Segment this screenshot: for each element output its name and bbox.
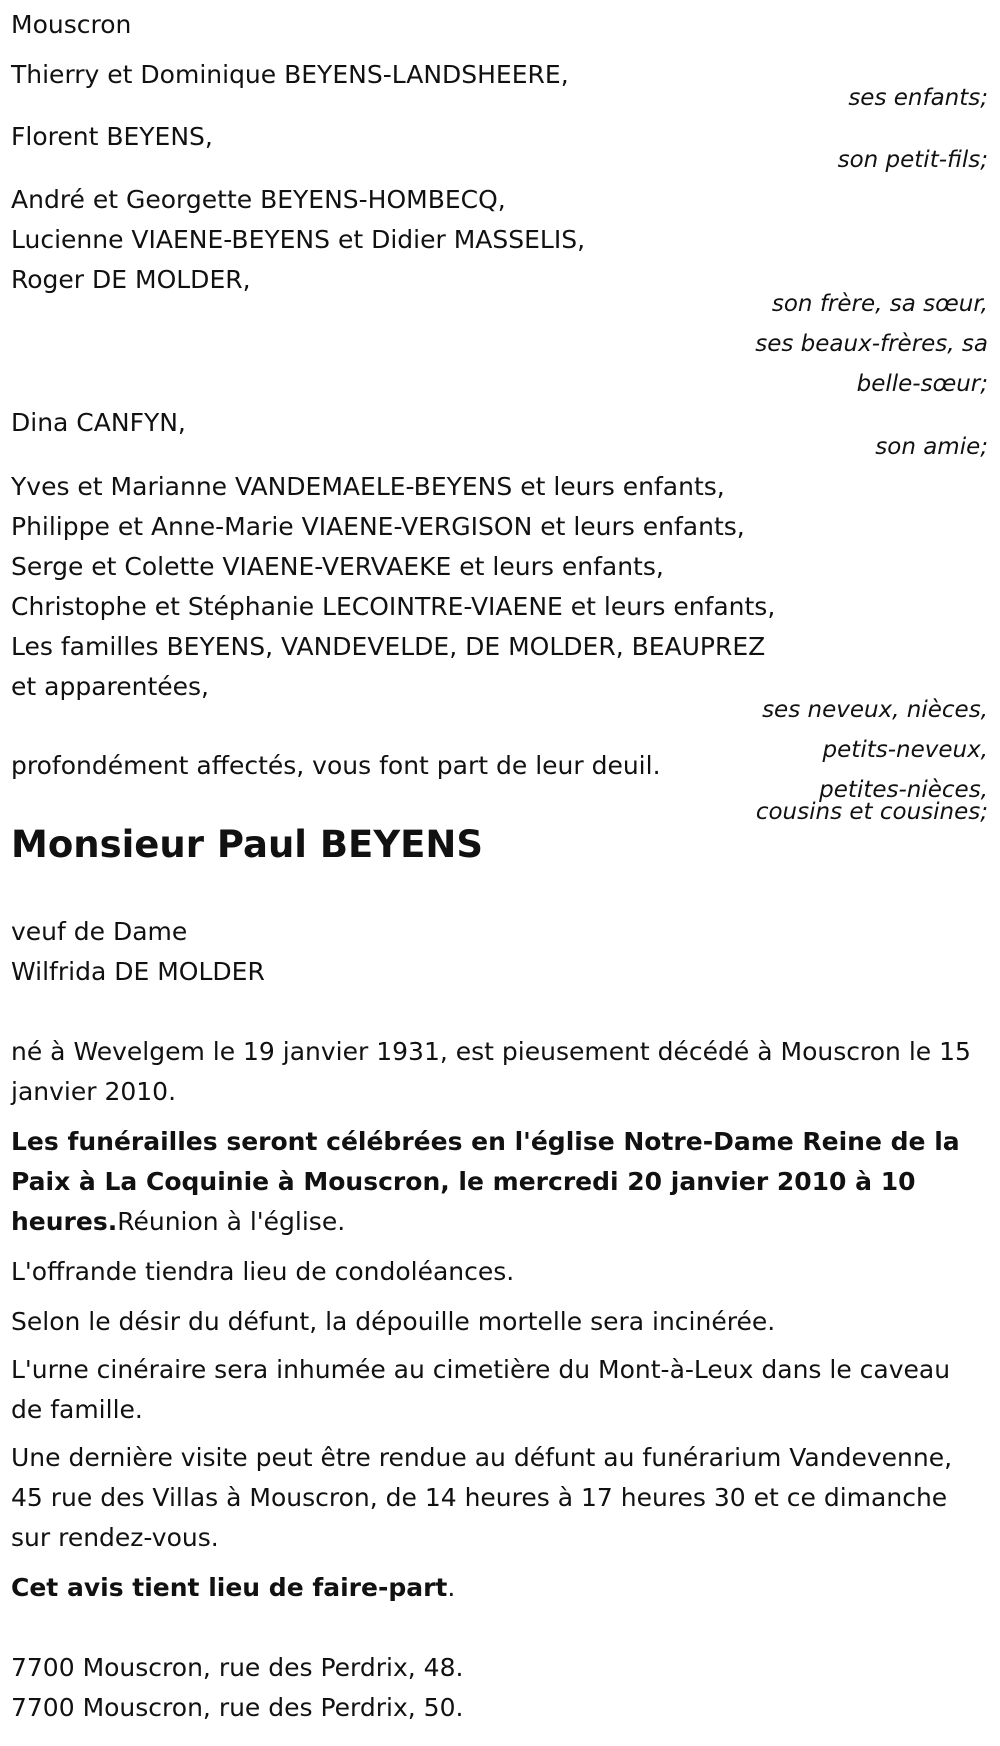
visit-paragraph: Une dernière visite peut être rendue au défunt au funérarium Vandevenne, 45 rue des Villas à Mouscron, de 14 heures à 17 heures 30 et ce dimanche sur rendez-vous. xyxy=(11,1443,953,1552)
nephews-role-line: petites-nièces, xyxy=(819,777,988,803)
deceased-name: Monsieur Paul BEYENS xyxy=(11,823,484,866)
widower-line-2: Wilfrida DE MOLDER xyxy=(11,957,265,986)
siblings-role-line: son frère, sa sœur, xyxy=(771,291,988,317)
widower-line-1: veuf de Dame xyxy=(11,917,188,946)
grandson-name: Florent BEYENS, xyxy=(11,122,213,151)
nephew-line: Philippe et Anne-Marie VIAENE-VERGISON et leurs enfants, xyxy=(11,512,745,541)
notice-bold: Cet avis tient lieu de faire-part xyxy=(11,1573,448,1602)
funeral-details-bold: Les funérailles seront célébrées en l'église Notre-Dame Reine de la Paix à La Coquinie à Mouscron, le mercredi 20 janvier 2010 à 10 heures. xyxy=(11,1127,960,1236)
siblings-role-line: belle-sœur; xyxy=(856,371,988,397)
nephew-line: Yves et Marianne VANDEMAELE-BEYENS et leurs enfants, xyxy=(11,472,725,501)
children-role: ses enfants; xyxy=(848,85,988,111)
friend-role: son amie; xyxy=(875,434,988,460)
siblings-role-line: ses beaux-frères, sa xyxy=(755,331,988,357)
cremation-paragraph: Selon le désir du défunt, la dépouille mortelle sera incinérée. xyxy=(11,1307,776,1336)
sibling-line: Lucienne VIAENE-BEYENS et Didier MASSELIS, xyxy=(11,225,586,254)
urn-paragraph: L'urne cinéraire sera inhumée au cimetière du Mont-à-Leux dans le caveau de famille. xyxy=(11,1355,951,1424)
nephews-role-line: ses neveux, nièces, xyxy=(762,697,988,723)
city-heading: Mouscron xyxy=(11,10,132,39)
funeral-gathering: Réunion à l'église. xyxy=(117,1207,346,1236)
notice-paragraph xyxy=(11,1568,986,1608)
nephew-line: et apparentées, xyxy=(11,672,209,701)
address-line: 7700 Mouscron, rue des Perdrix, 48. xyxy=(11,1653,464,1682)
notice-dot: . xyxy=(447,1573,456,1602)
nephews-role-line: petits-neveux, xyxy=(822,737,988,763)
nephews-role-line: cousins et cousines; xyxy=(755,799,988,825)
funeral-paragraph xyxy=(11,1122,986,1242)
friend-name: Dina CANFYN, xyxy=(11,408,186,437)
address-line: 7700 Mouscron, rue des Perdrix, 50. xyxy=(11,1693,464,1722)
sibling-line: Roger DE MOLDER, xyxy=(11,265,251,294)
nephew-line: Les familles BEYENS, VANDEVELDE, DE MOLDER, BEAUPREZ xyxy=(11,632,766,661)
nephew-line: Serge et Colette VIAENE-VERVAEKE et leurs enfants, xyxy=(11,552,664,581)
nephew-line: Christophe et Stéphanie LECOINTRE-VIAENE et leurs enfants, xyxy=(11,592,776,621)
announcement: profondément affectés, vous font part de leur deuil. xyxy=(11,751,661,780)
grandson-role: son petit-fils; xyxy=(837,147,988,173)
children-names: Thierry et Dominique BEYENS-LANDSHEERE, xyxy=(11,60,569,89)
offering-paragraph: L'offrande tiendra lieu de condoléances. xyxy=(11,1257,515,1286)
sibling-line: André et Georgette BEYENS-HOMBECQ, xyxy=(11,185,506,214)
birth-death-paragraph: né à Wevelgem le 19 janvier 1931, est pieusement décédé à Mouscron le 15 janvier 2010. xyxy=(11,1037,971,1106)
